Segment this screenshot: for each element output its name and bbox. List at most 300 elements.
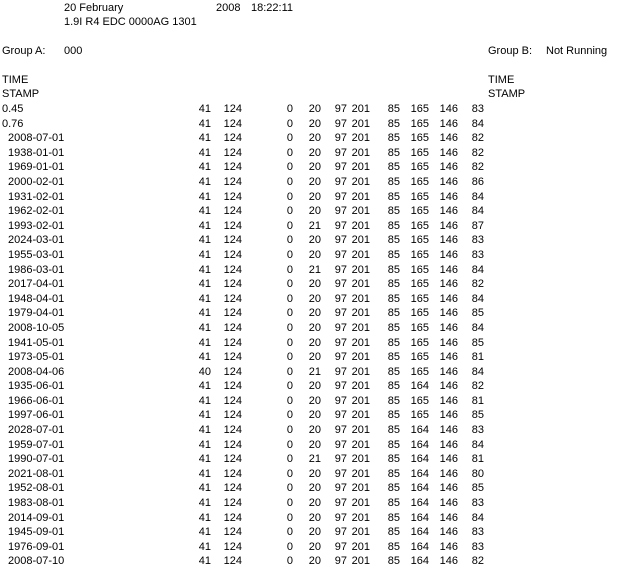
- value-cell: 84: [471, 321, 484, 334]
- value-cell: 20: [308, 278, 321, 291]
- value-cell: 41: [198, 278, 211, 291]
- value-cell: 97: [334, 292, 347, 305]
- value-cell: 146: [439, 380, 458, 393]
- value-cell: 20: [308, 555, 321, 568]
- value-cell: 201: [351, 540, 370, 553]
- value-cell: 85: [387, 482, 400, 495]
- timestamp-cell: 1962-02-01: [8, 205, 65, 218]
- value-cell: 20: [308, 482, 321, 495]
- value-cell: 41: [198, 336, 211, 349]
- value-cell: 20: [308, 248, 321, 261]
- value-cell: 85: [387, 307, 400, 320]
- table-row: [0, 496, 620, 511]
- value-cell: 86: [471, 175, 484, 188]
- value-cell: 201: [351, 482, 370, 495]
- value-cell: 124: [223, 482, 242, 495]
- value-cell: 85: [387, 467, 400, 480]
- value-cell: 0: [286, 438, 293, 451]
- table-row: [0, 350, 620, 365]
- value-cell: 20: [308, 117, 321, 130]
- value-cell: 165: [410, 175, 429, 188]
- timestamp-cell: 1969-01-01: [8, 161, 65, 174]
- table-row: [0, 263, 620, 278]
- value-cell: 201: [351, 248, 370, 261]
- value-cell: 97: [334, 380, 347, 393]
- table-row: [0, 321, 620, 336]
- value-cell: 124: [223, 438, 242, 451]
- value-cell: 124: [223, 424, 242, 437]
- value-cell: 165: [410, 292, 429, 305]
- value-cell: 124: [223, 278, 242, 291]
- value-cell: 201: [351, 234, 370, 247]
- col-b-header-line2: STAMP: [488, 88, 526, 100]
- value-cell: 0: [286, 248, 293, 261]
- value-cell: 81: [471, 394, 484, 407]
- value-cell: 146: [439, 438, 458, 451]
- value-cell: 20: [308, 132, 321, 145]
- timestamp-cell: 2021-08-01: [8, 467, 65, 480]
- value-cell: 146: [439, 365, 458, 378]
- table-row: [0, 219, 620, 234]
- value-cell: 124: [223, 190, 242, 203]
- value-cell: 146: [439, 161, 458, 174]
- value-cell: 97: [334, 438, 347, 451]
- value-cell: 164: [410, 482, 429, 495]
- value-cell: 146: [439, 482, 458, 495]
- value-cell: 165: [410, 351, 429, 364]
- value-cell: 146: [439, 424, 458, 437]
- value-cell: 97: [334, 511, 347, 524]
- header-date: 20 February: [64, 2, 124, 14]
- value-cell: 0: [286, 555, 293, 568]
- value-cell: 85: [387, 103, 400, 115]
- value-cell: 0: [286, 394, 293, 407]
- value-cell: 146: [439, 555, 458, 568]
- value-cell: 124: [223, 321, 242, 334]
- value-cell: 201: [351, 161, 370, 174]
- value-cell: 164: [410, 467, 429, 480]
- value-cell: 201: [351, 394, 370, 407]
- table-row: [0, 336, 620, 351]
- data-table: [0, 102, 620, 569]
- timestamp-cell: 1938-01-01: [8, 146, 65, 159]
- timestamp-cell: 1931-02-01: [8, 190, 65, 203]
- value-cell: 85: [471, 307, 484, 320]
- value-cell: 97: [334, 278, 347, 291]
- value-cell: 201: [351, 278, 370, 291]
- value-cell: 124: [223, 103, 242, 115]
- value-cell: 0: [286, 336, 293, 349]
- value-cell: 41: [198, 409, 211, 422]
- value-cell: 21: [308, 263, 321, 276]
- timestamp-cell: 1986-03-01: [8, 263, 65, 276]
- value-cell: 83: [471, 424, 484, 437]
- value-cell: 201: [351, 511, 370, 524]
- value-cell: 164: [410, 497, 429, 510]
- value-cell: 41: [198, 292, 211, 305]
- value-cell: 41: [198, 175, 211, 188]
- value-cell: 85: [387, 336, 400, 349]
- table-row: [0, 394, 620, 409]
- value-cell: 146: [439, 175, 458, 188]
- value-cell: 146: [439, 307, 458, 320]
- value-cell: 41: [198, 219, 211, 232]
- value-cell: 146: [439, 497, 458, 510]
- value-cell: 20: [308, 205, 321, 218]
- value-cell: 201: [351, 103, 370, 115]
- value-cell: 41: [198, 190, 211, 203]
- value-cell: 146: [439, 103, 458, 115]
- value-cell: 97: [334, 205, 347, 218]
- value-cell: 165: [410, 336, 429, 349]
- table-row: [0, 438, 620, 453]
- value-cell: 83: [471, 540, 484, 553]
- value-cell: 201: [351, 205, 370, 218]
- value-cell: 146: [439, 394, 458, 407]
- value-cell: 97: [334, 263, 347, 276]
- value-cell: 201: [351, 365, 370, 378]
- value-cell: 201: [351, 190, 370, 203]
- table-row: [0, 511, 620, 526]
- value-cell: 20: [308, 321, 321, 334]
- col-b-header-line1: TIME: [488, 74, 515, 86]
- value-cell: 146: [439, 219, 458, 232]
- value-cell: 0: [286, 190, 293, 203]
- value-cell: 41: [198, 307, 211, 320]
- value-cell: 164: [410, 453, 429, 466]
- value-cell: 85: [387, 161, 400, 174]
- group-a-label: Group A:: [2, 45, 46, 57]
- value-cell: 146: [439, 321, 458, 334]
- value-cell: 97: [334, 526, 347, 539]
- value-cell: 165: [410, 278, 429, 291]
- table-row: [0, 554, 620, 569]
- value-cell: 201: [351, 497, 370, 510]
- table-row: [0, 423, 620, 438]
- value-cell: 146: [439, 190, 458, 203]
- value-cell: 124: [223, 146, 242, 159]
- timestamp-cell: 0.76: [2, 117, 24, 130]
- value-cell: 201: [351, 321, 370, 334]
- value-cell: 124: [223, 336, 242, 349]
- value-cell: 201: [351, 424, 370, 437]
- value-cell: 124: [223, 132, 242, 145]
- value-cell: 84: [471, 205, 484, 218]
- value-cell: 41: [198, 146, 211, 159]
- value-cell: 0: [286, 540, 293, 553]
- value-cell: 84: [471, 117, 484, 130]
- value-cell: 20: [308, 526, 321, 539]
- value-cell: 41: [198, 321, 211, 334]
- value-cell: 85: [387, 321, 400, 334]
- value-cell: 85: [387, 205, 400, 218]
- value-cell: 146: [439, 336, 458, 349]
- value-cell: 0: [286, 409, 293, 422]
- value-cell: 20: [308, 424, 321, 437]
- value-cell: 164: [410, 438, 429, 451]
- value-cell: 201: [351, 146, 370, 159]
- table-row: [0, 233, 620, 248]
- value-cell: 146: [439, 146, 458, 159]
- value-cell: 82: [471, 146, 484, 159]
- table-row: [0, 277, 620, 292]
- value-cell: 97: [334, 117, 347, 130]
- value-cell: 165: [410, 117, 429, 130]
- value-cell: 85: [387, 526, 400, 539]
- table-row: [0, 102, 620, 117]
- value-cell: 20: [308, 511, 321, 524]
- value-cell: 97: [334, 467, 347, 480]
- value-cell: 41: [198, 540, 211, 553]
- value-cell: 165: [410, 219, 429, 232]
- value-cell: 201: [351, 219, 370, 232]
- value-cell: 146: [439, 234, 458, 247]
- value-cell: 41: [198, 161, 211, 174]
- value-cell: 164: [410, 555, 429, 568]
- value-cell: 124: [223, 453, 242, 466]
- group-a-value: 000: [64, 45, 83, 57]
- value-cell: 201: [351, 453, 370, 466]
- value-cell: 84: [471, 511, 484, 524]
- value-cell: 165: [410, 263, 429, 276]
- value-cell: 0: [286, 132, 293, 145]
- value-cell: 20: [308, 190, 321, 203]
- table-row: [0, 117, 620, 132]
- value-cell: 20: [308, 175, 321, 188]
- value-cell: 124: [223, 219, 242, 232]
- value-cell: 41: [198, 205, 211, 218]
- timestamp-cell: 2008-10-05: [8, 321, 65, 334]
- value-cell: 85: [387, 248, 400, 261]
- value-cell: 146: [439, 526, 458, 539]
- value-cell: 85: [387, 234, 400, 247]
- value-cell: 146: [439, 278, 458, 291]
- value-cell: 0: [286, 424, 293, 437]
- table-row: [0, 146, 620, 161]
- value-cell: 85: [471, 336, 484, 349]
- value-cell: 41: [198, 482, 211, 495]
- value-cell: 124: [223, 351, 242, 364]
- timestamp-cell: 1959-07-01: [8, 438, 65, 451]
- value-cell: 0: [286, 365, 293, 378]
- table-row: [0, 160, 620, 175]
- value-cell: 0: [286, 234, 293, 247]
- value-cell: 146: [439, 540, 458, 553]
- value-cell: 0: [286, 482, 293, 495]
- value-cell: 80: [471, 467, 484, 480]
- value-cell: 201: [351, 175, 370, 188]
- value-cell: 20: [308, 497, 321, 510]
- value-cell: 85: [387, 497, 400, 510]
- value-cell: 20: [308, 394, 321, 407]
- table-row: [0, 292, 620, 307]
- value-cell: 201: [351, 132, 370, 145]
- value-cell: 41: [198, 263, 211, 276]
- value-cell: 0: [286, 278, 293, 291]
- value-cell: 20: [308, 351, 321, 364]
- value-cell: 165: [410, 234, 429, 247]
- value-cell: 85: [387, 394, 400, 407]
- value-cell: 85: [387, 453, 400, 466]
- value-cell: 20: [308, 409, 321, 422]
- timestamp-cell: 2024-03-01: [8, 234, 65, 247]
- timestamp-cell: 1935-06-01: [8, 380, 65, 393]
- value-cell: 165: [410, 409, 429, 422]
- value-cell: 41: [198, 467, 211, 480]
- value-cell: 85: [387, 424, 400, 437]
- timestamp-cell: 1945-09-01: [8, 526, 65, 539]
- value-cell: 40: [198, 365, 211, 378]
- timestamp-cell: 1973-05-01: [8, 351, 65, 364]
- value-cell: 124: [223, 263, 242, 276]
- value-cell: 0: [286, 467, 293, 480]
- value-cell: 0: [286, 526, 293, 539]
- value-cell: 84: [471, 190, 484, 203]
- timestamp-cell: 1990-07-01: [8, 453, 65, 466]
- value-cell: 0: [286, 103, 293, 115]
- value-cell: 0: [286, 497, 293, 510]
- value-cell: 146: [439, 511, 458, 524]
- value-cell: 41: [198, 526, 211, 539]
- timestamp-cell: 1966-06-01: [8, 394, 65, 407]
- value-cell: 165: [410, 190, 429, 203]
- value-cell: 0: [286, 175, 293, 188]
- value-cell: 41: [198, 380, 211, 393]
- value-cell: 41: [198, 132, 211, 145]
- value-cell: 124: [223, 526, 242, 539]
- value-cell: 165: [410, 103, 429, 115]
- value-cell: 201: [351, 117, 370, 130]
- value-cell: 165: [410, 205, 429, 218]
- value-cell: 146: [439, 248, 458, 261]
- value-cell: 85: [387, 146, 400, 159]
- table-row: [0, 481, 620, 496]
- value-cell: 124: [223, 248, 242, 261]
- value-cell: 97: [334, 146, 347, 159]
- value-cell: 146: [439, 453, 458, 466]
- value-cell: 0: [286, 380, 293, 393]
- timestamp-cell: 0.45: [2, 103, 24, 115]
- value-cell: 97: [334, 234, 347, 247]
- value-cell: 97: [334, 307, 347, 320]
- value-cell: 146: [439, 205, 458, 218]
- value-cell: 85: [387, 555, 400, 568]
- value-cell: 0: [286, 205, 293, 218]
- value-cell: 85: [387, 438, 400, 451]
- value-cell: 164: [410, 540, 429, 553]
- value-cell: 85: [387, 409, 400, 422]
- value-cell: 0: [286, 161, 293, 174]
- table-row: [0, 175, 620, 190]
- col-a-header-line2: STAMP: [2, 88, 40, 100]
- value-cell: 165: [410, 248, 429, 261]
- value-cell: 20: [308, 438, 321, 451]
- value-cell: 0: [286, 292, 293, 305]
- value-cell: 83: [471, 248, 484, 261]
- value-cell: 85: [387, 219, 400, 232]
- value-cell: 124: [223, 409, 242, 422]
- value-cell: 124: [223, 234, 242, 247]
- value-cell: 0: [286, 321, 293, 334]
- value-cell: 81: [471, 453, 484, 466]
- value-cell: 85: [387, 292, 400, 305]
- timestamp-cell: 1976-09-01: [8, 540, 65, 553]
- value-cell: 124: [223, 365, 242, 378]
- value-cell: 201: [351, 438, 370, 451]
- value-cell: 85: [387, 278, 400, 291]
- value-cell: 146: [439, 467, 458, 480]
- timestamp-cell: 2008-04-06: [8, 365, 65, 378]
- value-cell: 146: [439, 292, 458, 305]
- value-cell: 124: [223, 161, 242, 174]
- value-cell: 41: [198, 234, 211, 247]
- timestamp-cell: 1983-08-01: [8, 497, 65, 510]
- value-cell: 41: [198, 424, 211, 437]
- header-subtitle: 1.9I R4 EDC 0000AG 1301: [64, 16, 197, 28]
- value-cell: 146: [439, 351, 458, 364]
- value-cell: 20: [308, 467, 321, 480]
- value-cell: 97: [334, 424, 347, 437]
- value-cell: 201: [351, 380, 370, 393]
- value-cell: 82: [471, 380, 484, 393]
- timestamp-cell: 2008-07-01: [8, 132, 65, 145]
- timestamp-cell: 2014-09-01: [8, 511, 65, 524]
- value-cell: 85: [471, 409, 484, 422]
- value-cell: 41: [198, 117, 211, 130]
- value-cell: 0: [286, 511, 293, 524]
- value-cell: 20: [308, 380, 321, 393]
- value-cell: 82: [471, 161, 484, 174]
- value-cell: 85: [387, 175, 400, 188]
- timestamp-cell: 1997-06-01: [8, 409, 65, 422]
- value-cell: 146: [439, 409, 458, 422]
- value-cell: 124: [223, 380, 242, 393]
- value-cell: 84: [471, 365, 484, 378]
- table-row: [0, 452, 620, 467]
- value-cell: 83: [471, 103, 484, 115]
- value-cell: 97: [334, 132, 347, 145]
- value-cell: 84: [471, 292, 484, 305]
- group-b-value: Not Running: [546, 45, 608, 57]
- value-cell: 0: [286, 219, 293, 232]
- value-cell: 165: [410, 321, 429, 334]
- value-cell: 164: [410, 380, 429, 393]
- value-cell: 41: [198, 453, 211, 466]
- value-cell: 0: [286, 453, 293, 466]
- value-cell: 97: [334, 351, 347, 364]
- value-cell: 97: [334, 555, 347, 568]
- value-cell: 82: [471, 278, 484, 291]
- value-cell: 85: [387, 132, 400, 145]
- timestamp-cell: 1952-08-01: [8, 482, 65, 495]
- value-cell: 41: [198, 103, 211, 115]
- value-cell: 165: [410, 394, 429, 407]
- value-cell: 97: [334, 175, 347, 188]
- value-cell: 85: [387, 263, 400, 276]
- value-cell: 20: [308, 146, 321, 159]
- col-a-header-line1: TIME: [2, 74, 29, 86]
- timestamp-cell: 1993-02-01: [8, 219, 65, 232]
- value-cell: 41: [198, 351, 211, 364]
- value-cell: 124: [223, 175, 242, 188]
- value-cell: 83: [471, 497, 484, 510]
- value-cell: 85: [471, 482, 484, 495]
- value-cell: 97: [334, 365, 347, 378]
- table-row: [0, 467, 620, 482]
- value-cell: 97: [334, 103, 347, 115]
- value-cell: 97: [334, 540, 347, 553]
- value-cell: 124: [223, 467, 242, 480]
